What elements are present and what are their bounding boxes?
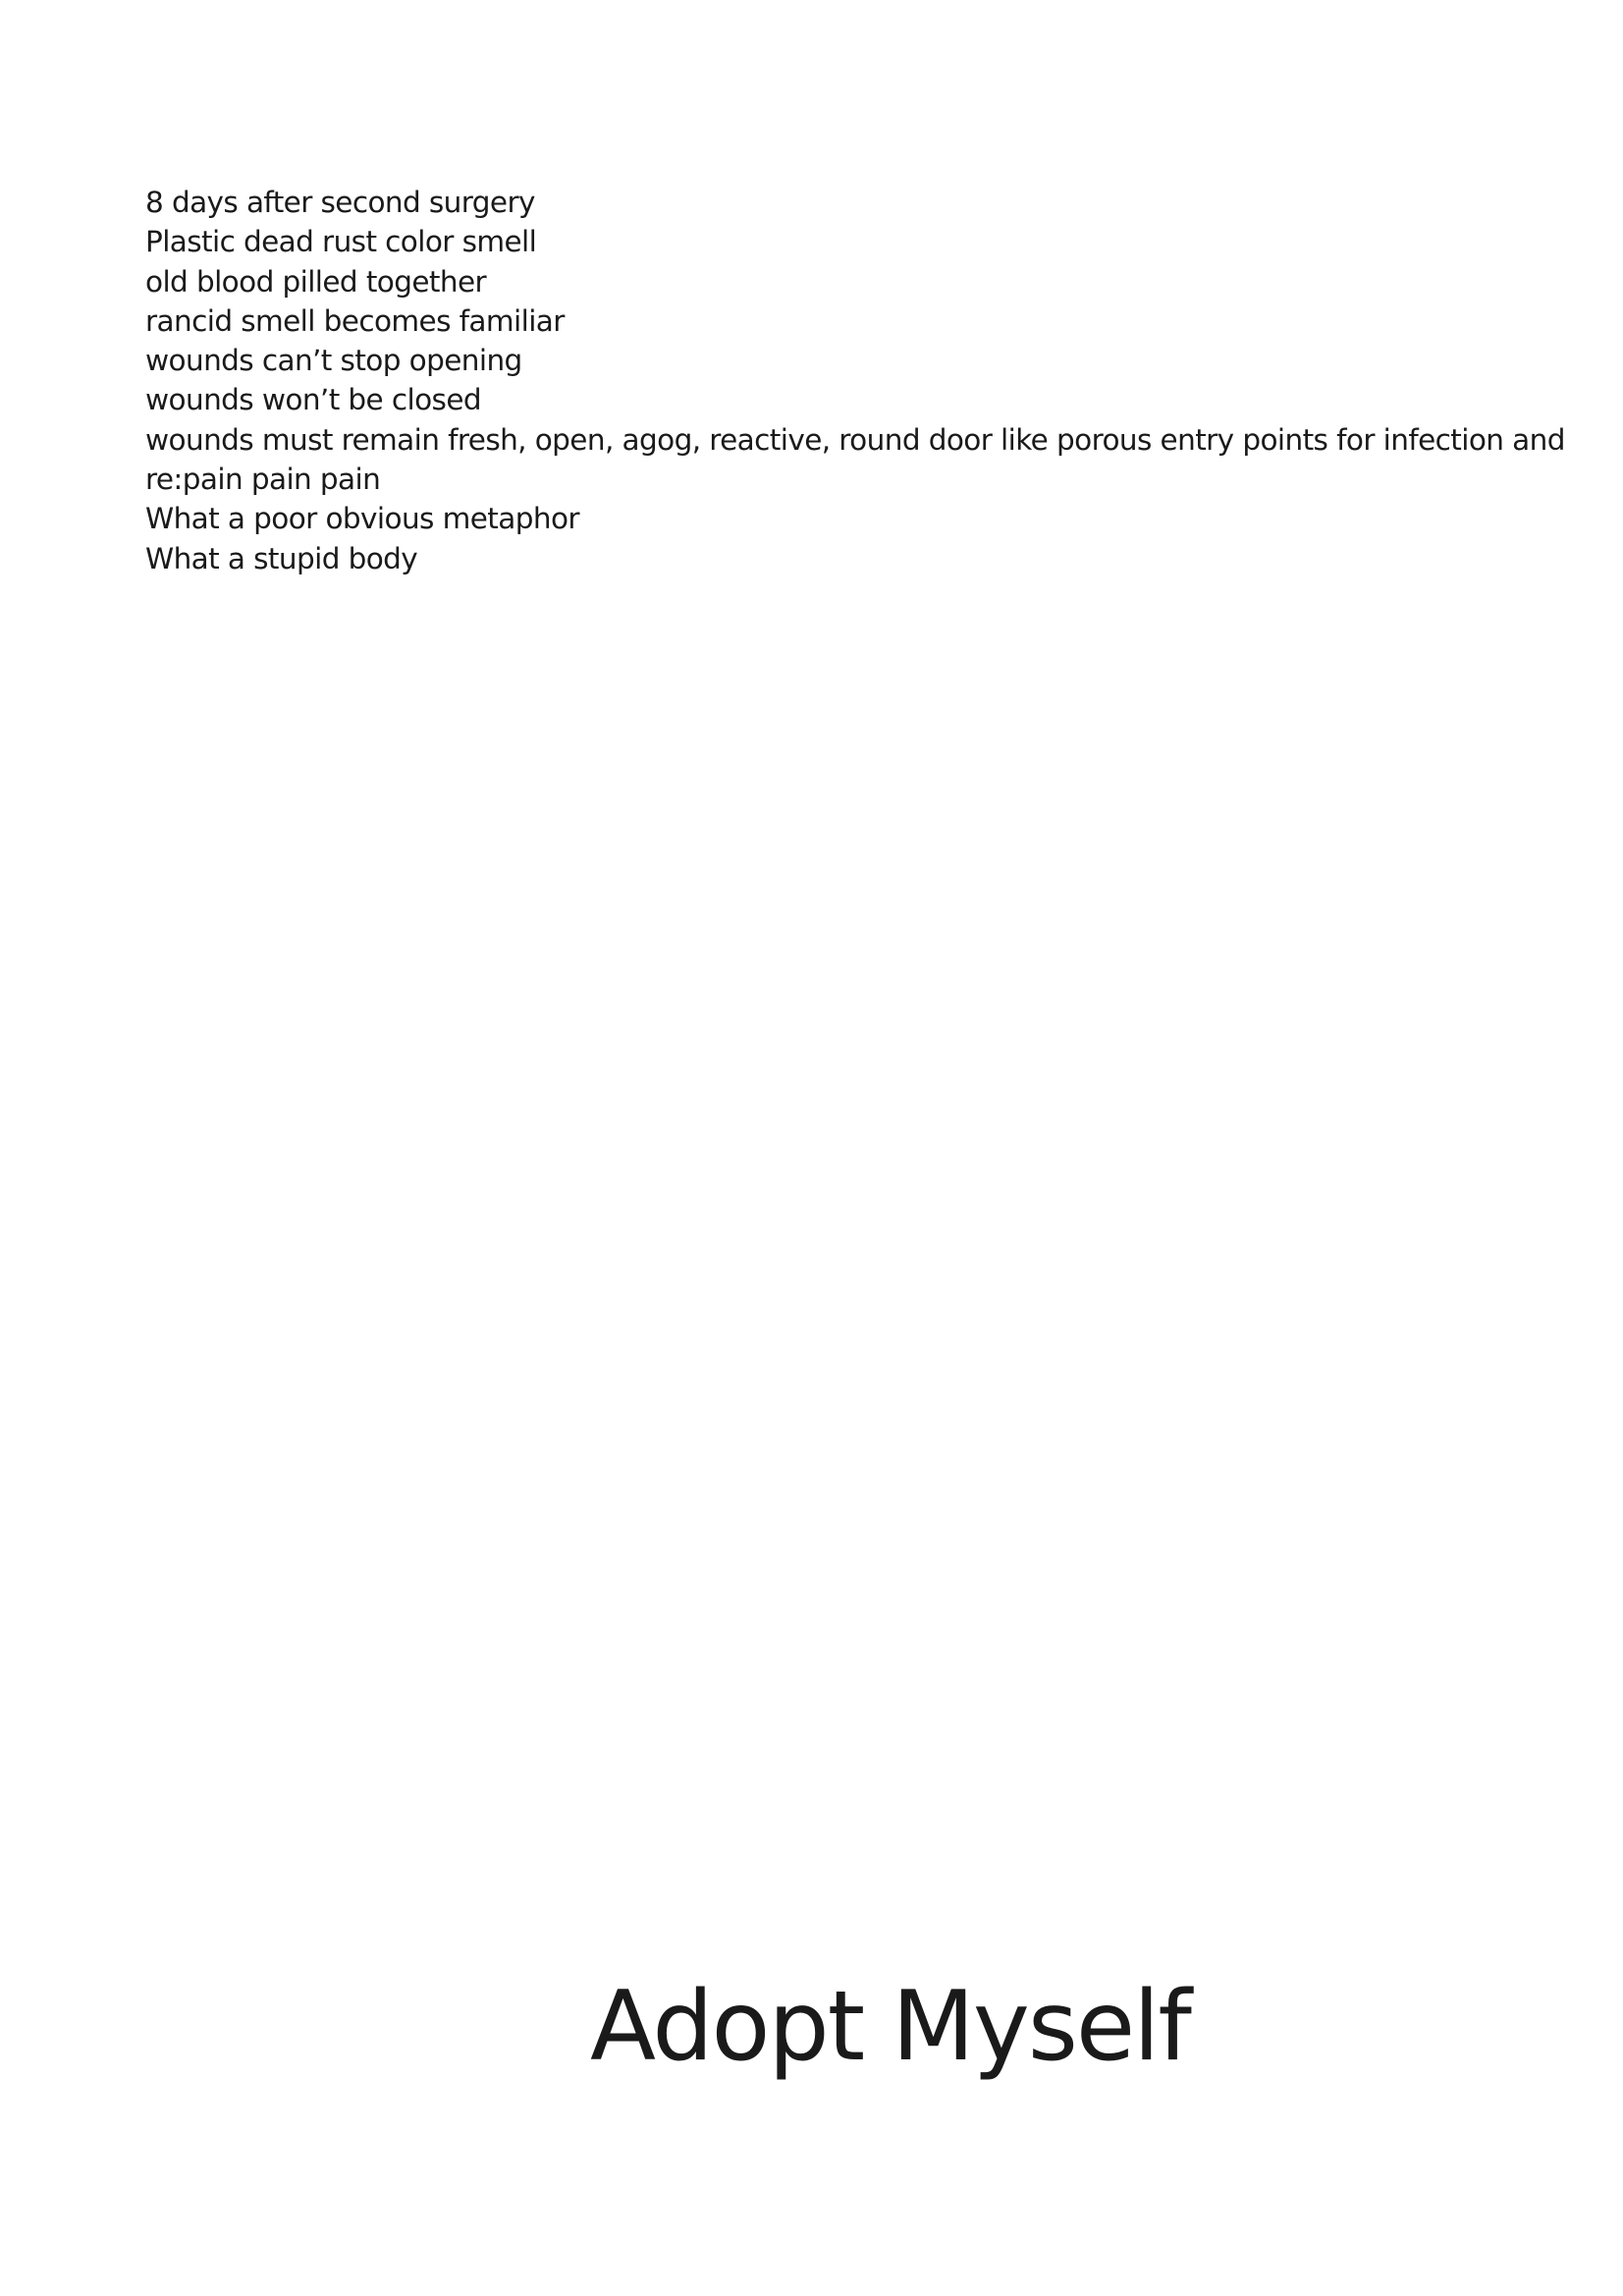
page-title: Adopt Myself (590, 1971, 1190, 2083)
poem-line: Plastic dead rust color smell (145, 225, 537, 259)
poem-line: wounds can’t stop opening (145, 344, 522, 378)
poem-line: rancid smell becomes familiar (145, 303, 565, 338)
poem-line: What a stupid body (145, 541, 418, 575)
poem-line: old blood pilled together (145, 264, 487, 299)
poem-line: 8 days after second surgery (145, 186, 535, 219)
poem-line: re:pain pain pain (145, 463, 381, 497)
poem-line: What a poor obvious metaphor (145, 502, 579, 536)
poem-line: wounds won’t be closed (145, 383, 481, 417)
poem-text (145, 183, 1579, 578)
poem-line: wounds must remain fresh, open, agog, reactive, round door like porous entry points for infection and (145, 422, 1565, 457)
